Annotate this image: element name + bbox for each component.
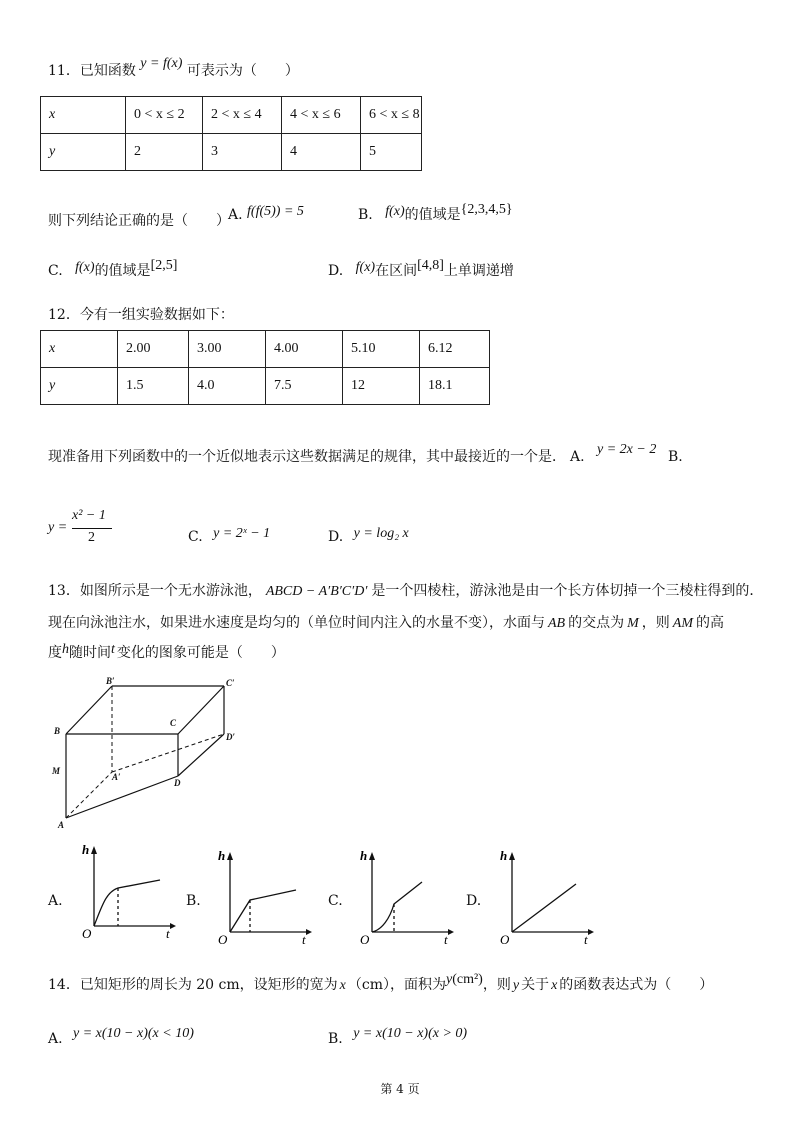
option-text: 的值域是 [404, 207, 461, 223]
q14-option-a[interactable] [48, 1024, 194, 1047]
axis-label-t: t [584, 932, 588, 946]
table-cell: x [41, 331, 118, 368]
vertex-label: C [170, 718, 177, 728]
table-cell: 2.00 [118, 331, 189, 368]
axis-arrows [369, 852, 454, 935]
edge [178, 734, 224, 776]
option-math: y = 2x − 2 [597, 442, 657, 457]
option-math: f(x) [355, 260, 376, 275]
q13-text: 的交点为 [568, 615, 625, 631]
q11-function: y = f(x) [140, 56, 183, 71]
curve [512, 884, 576, 932]
axis-label-h: h [218, 848, 226, 863]
q13-line3 [48, 644, 285, 663]
q11-stem-tail: 可表示为（ ） [186, 63, 299, 79]
table-cell: y [41, 368, 118, 405]
vertex-label: C′ [226, 678, 235, 688]
option-label: C. [188, 529, 203, 545]
option-math: {2,3,4,5} [460, 202, 513, 217]
table-cell: 6 < x ≤ 8 [361, 97, 422, 134]
edge [178, 686, 224, 734]
q13-line2 [48, 614, 724, 633]
option-math: [2,5] [150, 258, 178, 273]
option-math: [4,8] [417, 258, 444, 273]
fraction-denominator: 2 [88, 530, 95, 545]
vertex-label: A [58, 820, 65, 830]
table-cell: 4 < x ≤ 6 [282, 97, 361, 134]
table-cell: 5 [361, 134, 422, 171]
option-math: f(x) [385, 204, 405, 219]
pool-figure [44, 672, 254, 832]
curve [230, 890, 296, 932]
q14-text: 14．已知矩形的周长为 20 cm，设矩形的宽为 [48, 977, 338, 993]
q13-math: AM [672, 616, 693, 631]
q12-option-d[interactable] [328, 528, 409, 547]
origin-label: O [82, 926, 92, 940]
origin-label: O [218, 932, 228, 946]
q13-option-b-label[interactable]: B. [186, 893, 201, 909]
option-text: 的值域是 [94, 263, 151, 279]
hidden-edge [66, 772, 112, 818]
option-label: D. [328, 529, 344, 545]
option-math: y = x(10 − x)(x < 10) [73, 1026, 194, 1041]
table-row [41, 368, 490, 405]
q14-math: x [551, 978, 558, 993]
option-math: y = 2ˣ − 1 [213, 526, 271, 541]
q14-math: x [339, 978, 346, 993]
axis-arrows [227, 852, 312, 935]
vertex-label: A′ [112, 772, 121, 782]
q13-math: t [111, 642, 115, 657]
vertex-label: M [52, 766, 61, 776]
q11-option-a[interactable] [228, 206, 304, 225]
q11-stem-text: 11．已知函数 [48, 63, 136, 79]
q11-option-d[interactable] [328, 258, 514, 281]
table-cell: 4 [282, 134, 361, 171]
q13-text: 变化的图象可能是（ ） [116, 645, 285, 661]
q11-table [40, 96, 422, 171]
q12-option-c[interactable] [188, 528, 270, 547]
q11-stem [48, 56, 299, 81]
q14-option-b[interactable] [328, 1024, 468, 1047]
vertex-label: B [54, 726, 61, 736]
q13-text: 13．如图所示是一个无水游泳池， [48, 583, 262, 599]
q13-text: ，则 [641, 615, 670, 631]
option-label: B. [358, 207, 373, 223]
q13-text: 是一个四棱柱，游泳池是由一个长方体切掉一个三棱柱得到的． [371, 583, 764, 599]
table-cell: 6.12 [420, 331, 490, 368]
q14-text: ，则 [482, 977, 511, 993]
axis-label-t: t [302, 932, 306, 946]
option-math: f(f(5)) = 5 [247, 204, 304, 219]
q14-math: y [446, 972, 453, 987]
q13-text: 现在向泳池注水，如果进水速度是均匀的（单位时间内注入的水量不变），水面与 [48, 615, 545, 631]
table-cell: 12 [343, 368, 420, 405]
option-label: B. [328, 1031, 343, 1047]
q13-text: 的高 [696, 615, 724, 631]
option-math: y = [48, 520, 68, 535]
q13-math: h [62, 642, 69, 657]
q13-graph-c[interactable] [354, 846, 458, 946]
axis-arrows [91, 846, 176, 929]
q11-option-c[interactable] [48, 258, 178, 281]
q13-line1 [48, 582, 763, 601]
table-cell: 2 < x ≤ 4 [203, 97, 282, 134]
q13-option-a-label[interactable]: A. [48, 893, 63, 909]
axis-label-t: t [166, 926, 170, 940]
page-number: 第 4 页 [380, 1082, 420, 1096]
table-row [41, 97, 422, 134]
q12-stem: 12．今有一组实验数据如下： [48, 307, 234, 323]
q13-text: 随时间 [69, 645, 111, 661]
option-math: y = x(10 − x)(x > 0) [353, 1026, 468, 1041]
q13-math: AB [548, 616, 566, 631]
option-label: A. [570, 449, 585, 465]
q13-text: 度 [48, 645, 62, 661]
option-text: 在区间 [375, 263, 418, 279]
fraction-bar [72, 528, 112, 529]
q12-option-a[interactable] [570, 440, 657, 465]
q13-graph-b[interactable] [212, 846, 316, 946]
q12-table [40, 330, 490, 405]
q14-math: (cm²) [452, 972, 483, 987]
q14-text: （cm），面积为 [347, 977, 446, 993]
option-math: f(x) [75, 260, 95, 275]
q11-followup: 则下列结论正确的是（ ） [48, 213, 230, 229]
curve [372, 882, 422, 932]
origin-label: O [360, 932, 370, 946]
q14-math: y [512, 978, 520, 993]
table-cell: x [41, 97, 126, 134]
q12-option-b-label[interactable]: B. [668, 449, 683, 465]
hidden-edge [112, 734, 224, 772]
q13-graph-a[interactable] [76, 840, 180, 940]
option-text: 上单调递增 [443, 263, 514, 279]
option-label: D. [328, 263, 344, 279]
curve [94, 880, 160, 926]
edge [66, 776, 178, 818]
table-cell: 4.0 [189, 368, 266, 405]
axis-label-t: t [444, 932, 448, 946]
vertex-label: D′ [226, 732, 236, 742]
table-cell: 3.00 [189, 331, 266, 368]
table-cell: 5.10 [343, 331, 420, 368]
table-cell: 7.5 [266, 368, 343, 405]
axis-label-h: h [500, 848, 508, 863]
table-cell: 3 [203, 134, 282, 171]
edge [66, 686, 112, 734]
q11-option-b[interactable] [358, 202, 513, 225]
option-label: C. [48, 263, 63, 279]
q13-math: ABCD − A′B′C′D′ [265, 584, 368, 599]
q13-graph-d[interactable] [494, 846, 598, 946]
q13-option-d-label[interactable]: D. [466, 893, 482, 909]
option-label: A. [228, 207, 243, 223]
table-row [41, 134, 422, 171]
table-cell: 2 [126, 134, 203, 171]
table-cell: 1.5 [118, 368, 189, 405]
origin-label: O [500, 932, 510, 946]
table-cell: 0 < x ≤ 2 [126, 97, 203, 134]
table-cell: 4.00 [266, 331, 343, 368]
axis-label-h: h [82, 842, 90, 857]
vertex-label: B′ [106, 676, 115, 686]
q13-option-c-label[interactable]: C. [328, 893, 343, 909]
axis-arrows [509, 852, 594, 935]
q12-option-b[interactable] [48, 508, 118, 548]
fraction-numerator: x² − 1 [72, 508, 106, 523]
axis-label-h: h [360, 848, 368, 863]
q12-followup: 现准备用下列函数中的一个近似地表示这些数据满足的规律，其中最接近的一个是． [48, 449, 566, 465]
option-label: A. [48, 1031, 63, 1047]
q14-stem [48, 972, 714, 995]
q14-text: 关于 [521, 977, 550, 993]
option-math: y = log₂ x [353, 526, 409, 541]
vertex-label: D [174, 778, 181, 788]
table-cell: 18.1 [420, 368, 490, 405]
table-row [41, 331, 490, 368]
q14-text: 的函数表达式为（ ） [559, 977, 714, 993]
q13-math: M [627, 616, 639, 631]
table-cell: y [41, 134, 126, 171]
